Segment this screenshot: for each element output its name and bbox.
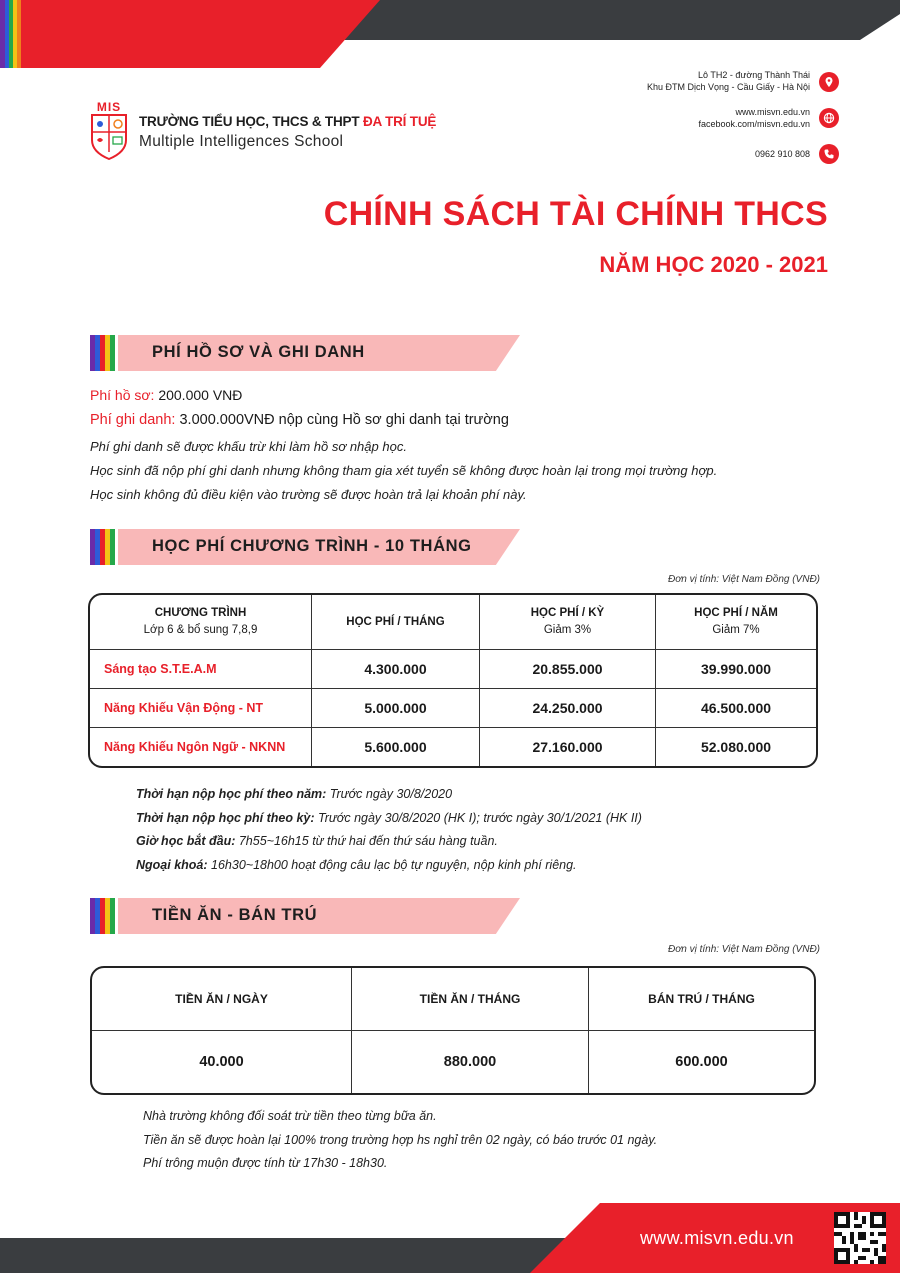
- meal-notes: [143, 1105, 657, 1176]
- school-logo-icon: [88, 100, 130, 160]
- tuition-table: [88, 593, 818, 768]
- note-text: Học sinh không đủ điều kiện vào trường sẽ được hoàn trả lại khoản phí này.: [90, 487, 527, 502]
- table-row: [90, 728, 816, 766]
- note-text: Thời hạn nộp học phí theo kỳ: Trước ngày 30/8/2020 (HK I); trước ngày 30/1/2021 (HK II): [136, 810, 642, 825]
- unit-label: Đơn vị tính: Việt Nam Đồng (VNĐ): [667, 944, 820, 955]
- program-name: Sáng tạo S.T.E.A.M: [90, 650, 312, 689]
- note-text: Nhà trường không đối soát trừ tiền theo từng bữa ăn.: [143, 1109, 437, 1123]
- fee-year: 52.080.000: [700, 739, 772, 755]
- qr-code-icon: [834, 1212, 886, 1264]
- school-name-en: Multiple Intelligences School: [139, 133, 344, 150]
- column-header-program: CHƯƠNG TRÌNH Lớp 6 & bổ sung 7,8,9: [90, 595, 312, 650]
- facebook-link[interactable]: facebook.com/misvn.edu.vn: [698, 119, 810, 129]
- section-heading: TIỀN ĂN - BÁN TRÚ: [152, 906, 318, 924]
- column-header-boarding: BÁN TRÚ / THÁNG: [589, 968, 814, 1031]
- section-heading: HỌC PHÍ CHƯƠNG TRÌNH - 10 THÁNG: [152, 537, 472, 555]
- table-row: [90, 650, 816, 689]
- phone-number[interactable]: 0962 910 808: [754, 149, 810, 159]
- application-fee: Phí hồ sơ: 200.000 VNĐ: [90, 387, 243, 403]
- column-header-meal-month: TIỀN ĂN / THÁNG: [352, 968, 589, 1031]
- column-header-meal-day: TIỀN ĂN / NGÀY: [92, 968, 352, 1031]
- column-header-term: HỌC PHÍ / KỲ Giảm 3%: [480, 595, 656, 650]
- tuition-notes: [136, 783, 642, 878]
- section-heading: PHÍ HỒ SƠ VÀ GHI DANH: [152, 343, 365, 361]
- fee-month: 4.300.000: [312, 650, 480, 689]
- fee-term: 24.250.000: [480, 689, 656, 728]
- registration-fee: Phí ghi danh: 3.000.000VNĐ nộp cùng Hồ sơ ghi danh tại trường: [90, 412, 509, 428]
- section-banner-meals: [90, 898, 520, 934]
- unit-label: Đơn vị tính: Việt Nam Đồng (VNĐ): [667, 574, 820, 585]
- meal-fee-table: [90, 966, 816, 1095]
- location-pin-icon: [819, 72, 839, 92]
- boarding-value: 600.000: [675, 1054, 728, 1070]
- note-text: Tiền ăn sẽ được hoàn lại 100% trong trường hợp hs nghỉ trên 02 ngày, có báo trước 01 ngày.: [143, 1132, 658, 1147]
- top-decoration: [0, 0, 900, 70]
- table-row: [92, 1031, 814, 1093]
- school-year: NĂM HỌC 2020 - 2021: [599, 252, 828, 277]
- globe-icon: [819, 108, 839, 128]
- column-header-month: HỌC PHÍ / THÁNG: [312, 595, 480, 650]
- website-link[interactable]: www.misvn.edu.vn: [735, 107, 810, 117]
- note-text: Ngoại khoá: 16h30~18h00 hoạt động câu lạc bộ tự nguyện, nộp kinh phí riêng.: [136, 858, 577, 873]
- note-text: Phí ghi danh sẽ được khấu trừ khi làm hồ sơ nhập học.: [90, 439, 407, 454]
- table-row: [90, 689, 816, 728]
- fee-month: 5.000.000: [312, 689, 480, 728]
- footer-website-link[interactable]: www.misvn.edu.vn: [640, 1228, 794, 1248]
- meal-month-value: 880.000: [352, 1031, 589, 1093]
- program-name: Năng Khiếu Vận Động - NT: [90, 689, 312, 728]
- fee-year: 46.500.000: [656, 689, 816, 728]
- note-text: Thời hạn nộp học phí theo năm: Trước ngày 30/8/2020: [136, 787, 453, 801]
- column-header-year: HỌC PHÍ / NĂM Giảm 7%: [656, 595, 816, 650]
- page-title: CHÍNH SÁCH TÀI CHÍNH THCS: [323, 195, 828, 233]
- svg-text:MIS: MIS: [96, 100, 122, 114]
- table-header-row: [92, 968, 814, 1031]
- note-text: Giờ học bắt đầu: 7h55~16h15 từ thứ hai đến thứ sáu hàng tuần.: [136, 834, 498, 849]
- fee-term: 20.855.000: [480, 650, 656, 689]
- fee-term: 27.160.000: [480, 728, 656, 766]
- table-header-row: [90, 595, 816, 650]
- school-name-vn: TRƯỜNG TIỂU HỌC, THCS & THPT ĐA TRÍ TUỆ: [139, 114, 437, 129]
- fee-year: 39.990.000: [656, 650, 816, 689]
- section-banner-tuition: [90, 529, 520, 565]
- web-links: [698, 106, 810, 130]
- phone-icon: [819, 144, 839, 164]
- note-text: Phí trông muộn được tính từ 17h30 - 18h30.: [143, 1156, 388, 1171]
- note-text: Học sinh đã nộp phí ghi danh nhưng không tham gia xét tuyển sẽ không được hoàn lại trong mọi trường hợp.: [90, 463, 718, 478]
- meal-day-value: 40.000: [92, 1031, 352, 1093]
- address: Lô TH2 - đường Thành Thái Khu ĐTM Dịch Vọng - Cầu Giấy - Hà Nội: [646, 70, 810, 92]
- program-name: Năng Khiếu Ngôn Ngữ - NKNN: [90, 728, 312, 766]
- section-banner-registration: [90, 335, 520, 371]
- fee-month: 5.600.000: [312, 728, 480, 766]
